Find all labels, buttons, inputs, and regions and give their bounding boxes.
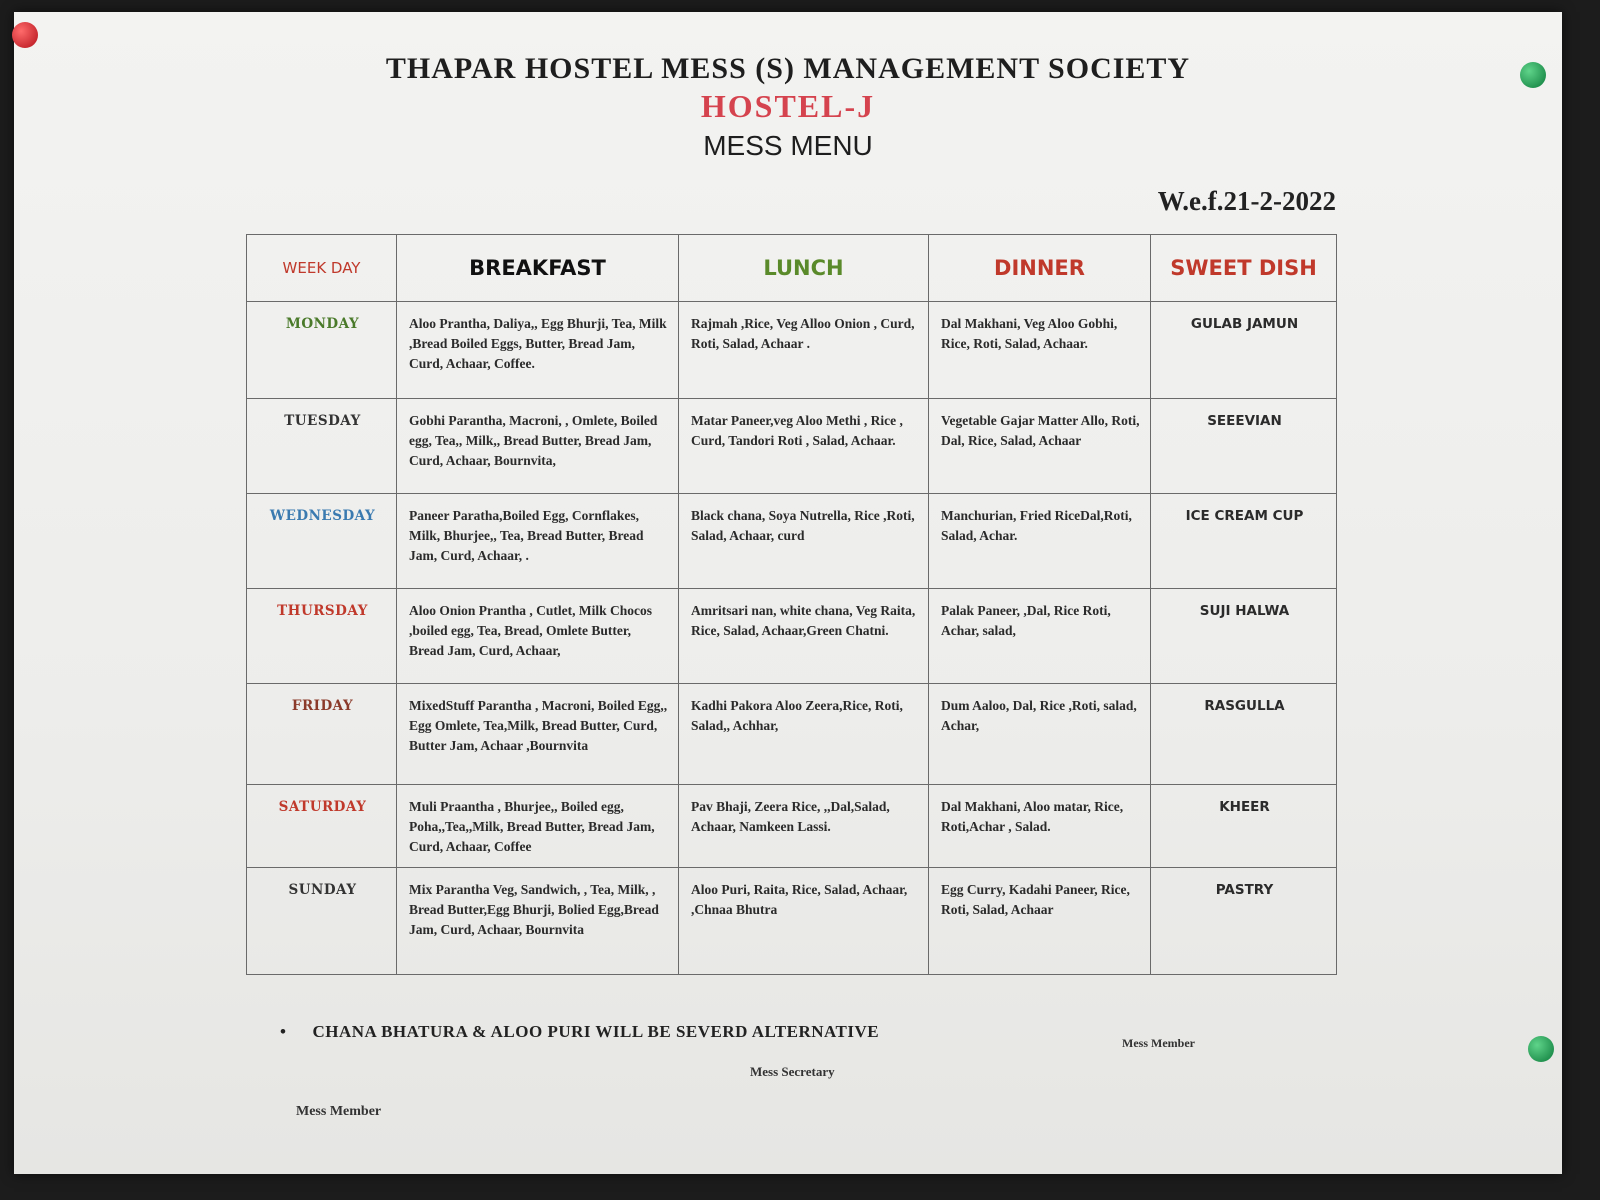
mess-secretary-signature: Mess Secretary [750,1064,835,1079]
table-row [247,868,1337,975]
green-pushpin-icon [1520,62,1546,88]
lunch-cell: Amritsari nan, white chana, Veg Raita, Rice, Salad, Achaar,Green Chatni. [679,589,929,684]
sweet-cell: ICE CREAM CUP [1151,494,1337,589]
menu-title: MESS MENU [703,130,873,161]
breakfast-cell: Gobhi Parantha, Macroni, , Omlete, Boiled egg, Tea,, Milk,, Bread Butter, Bread Jam, Curd, Achaar, Bournvita, [397,399,679,494]
dinner-cell: Dal Makhani, Aloo matar, Rice, Roti,Achar , Salad. [929,785,1151,868]
green-pushpin-icon [1528,1036,1554,1062]
sweet-cell: SUJI HALWA [1151,589,1337,684]
breakfast-cell: Muli Praantha , Bhurjee,, Boiled egg, Poha,,Tea,,Milk, Bread Butter, Bread Jam, Curd, Achaar, Coffee [397,785,679,868]
header-lunch: LUNCH [679,235,929,302]
alternative-note [280,1022,879,1042]
breakfast-cell: Aloo Prantha, Daliya,, Egg Bhurji, Tea, Milk ,Bread Boiled Eggs, Butter, Bread Jam, Curd, Achaar, Coffee. [397,302,679,399]
table-row [247,494,1337,589]
lunch-cell: Pav Bhaji, Zeera Rice, ,,Dal,Salad, Achaar, Namkeen Lassi. [679,785,929,868]
dinner-cell: Egg Curry, Kadahi Paneer, Rice, Roti, Salad, Achaar [929,868,1151,975]
header-week-day: WEEK DAY [247,235,397,302]
day-cell: TUESDAY [247,399,397,494]
breakfast-cell: Paneer Paratha,Boiled Egg, Cornflakes, Milk, Bhurjee,, Tea, Bread Butter, Bread Jam, Curd, Achaar, . [397,494,679,589]
sweet-cell: RASGULLA [1151,684,1337,785]
day-cell: SATURDAY [247,785,397,868]
hostel-title: HOSTEL-J [700,88,876,124]
header-sweet-dish: SWEET DISH [1151,235,1337,302]
lunch-cell: Kadhi Pakora Aloo Zeera,Rice, Roti, Salad,, Achhar, [679,684,929,785]
lunch-cell: Rajmah ,Rice, Veg Alloo Onion , Curd, Roti, Salad, Achaar . [679,302,929,399]
note-text: CHANA BHATURA & ALOO PURI WILL BE SEVERD ALTERNATIVE [312,1022,880,1041]
lunch-cell: Black chana, Soya Nutrella, Rice ,Roti, Salad, Achaar, curd [679,494,929,589]
mess-member-signature-left: Mess Member [296,1104,382,1119]
dinner-cell: Dum Aaloo, Dal, Rice ,Roti, salad, Achar, [929,684,1151,785]
table-row [247,589,1337,684]
sweet-cell: GULAB JAMUN [1151,302,1337,399]
breakfast-cell: Mix Parantha Veg, Sandwich, , Tea, Milk, , Bread Butter,Egg Bhurji, Bolied Egg,Bread Jam, Curd, Achaar, Bournvita [397,868,679,975]
mess-member-signature-right: Mess Member [1122,1036,1195,1050]
mess-menu-table [246,234,1337,975]
society-title: THAPAR HOSTEL MESS (S) MANAGEMENT SOCIETY [385,52,1191,85]
table-row [247,785,1337,868]
dinner-cell: Palak Paneer, ,Dal, Rice Roti, Achar, salad, [929,589,1151,684]
breakfast-cell: Aloo Onion Prantha , Cutlet, Milk Chocos ,boiled egg, Tea, Bread, Omlete Butter, Bread Jam, Curd, Achaar, [397,589,679,684]
lunch-cell: Aloo Puri, Raita, Rice, Salad, Achaar, ,Chnaa Bhutra [679,868,929,975]
day-cell: FRIDAY [247,684,397,785]
sweet-cell: SEEEVIAN [1151,399,1337,494]
day-cell: WEDNESDAY [247,494,397,589]
table-row [247,684,1337,785]
dinner-cell: Manchurian, Fried RiceDal,Roti, Salad, Achar. [929,494,1151,589]
red-pushpin-icon [12,22,38,48]
table-row [247,399,1337,494]
lunch-cell: Matar Paneer,veg Aloo Methi , Rice , Curd, Tandori Roti , Salad, Achaar. [679,399,929,494]
table-header-row [247,235,1337,302]
day-cell: MONDAY [247,302,397,399]
menu-sheet [14,12,1562,1174]
header-breakfast: BREAKFAST [397,235,679,302]
effective-date: W.e.f.21-2-2022 [1157,186,1336,216]
breakfast-cell: MixedStuff Parantha , Macroni, Boiled Egg,, Egg Omlete, Tea,Milk, Bread Butter, Curd, Butter Jam, Achaar ,Bournvita [397,684,679,785]
day-cell: THURSDAY [247,589,397,684]
dinner-cell: Vegetable Gajar Matter Allo, Roti, Dal, Rice, Salad, Achaar [929,399,1151,494]
header-dinner: DINNER [929,235,1151,302]
dinner-cell: Dal Makhani, Veg Aloo Gobhi, Rice, Roti, Salad, Achaar. [929,302,1151,399]
sweet-cell: KHEER [1151,785,1337,868]
day-cell: SUNDAY [247,868,397,975]
table-row [247,302,1337,399]
bullet-icon: • [280,1022,287,1041]
sweet-cell: PASTRY [1151,868,1337,975]
